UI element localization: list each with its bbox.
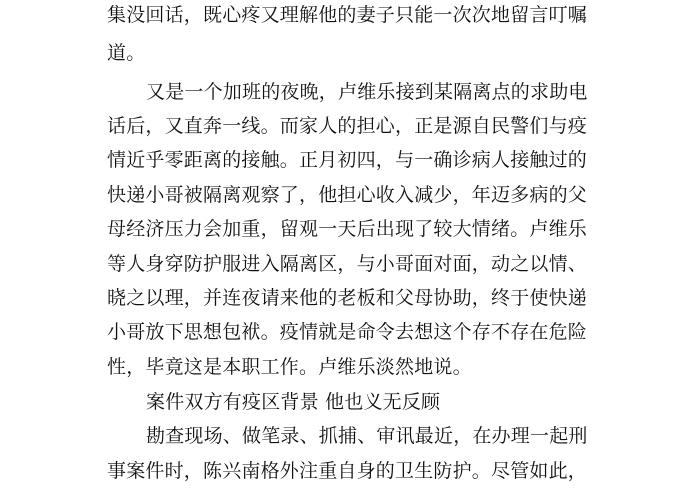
text-line: 话后，又直奔一线。而家人的担心，正是源自民警们与疫	[107, 115, 588, 137]
text-line: 小哥放下思想包袱。疫情就是命令去想这个存不存在危险	[107, 321, 588, 343]
text-line: 晓之以理，并连夜请来他的老板和父母协助，终于使快递	[107, 287, 588, 309]
section-heading: 案件双方有疫区背景 他也义无反顾	[146, 391, 441, 413]
paragraph-first-line: 勘查现场、做笔录、抓捕、审讯最近，在办理一起刑	[146, 425, 588, 447]
text-line: 性，毕竟这是本职工作。卢维乐淡然地说。	[107, 356, 472, 378]
text-line: 集没回话，既心疼又理解他的妻子只能一次次地留言叮嘱	[107, 4, 588, 26]
text-line: 道。	[107, 42, 146, 64]
text-line: 事案件时，陈兴南格外注重自身的卫生防护。尽管如此，	[107, 460, 588, 482]
text-line: 等人身穿防护服进入隔离区，与小哥面对面，动之以情、	[107, 253, 588, 275]
text-line: 母经济压力会加重，留观一天后出现了较大情绪。卢维乐	[107, 218, 588, 240]
text-line: 情近乎零距离的接触。正月初四，与一确诊病人接触过的	[107, 149, 588, 171]
paragraph-first-line: 又是一个加班的夜晚，卢维乐接到某隔离点的求助电	[146, 81, 588, 103]
text-line: 快递小哥被隔离观察了，他担心收入减少，年迈多病的父	[107, 184, 588, 206]
